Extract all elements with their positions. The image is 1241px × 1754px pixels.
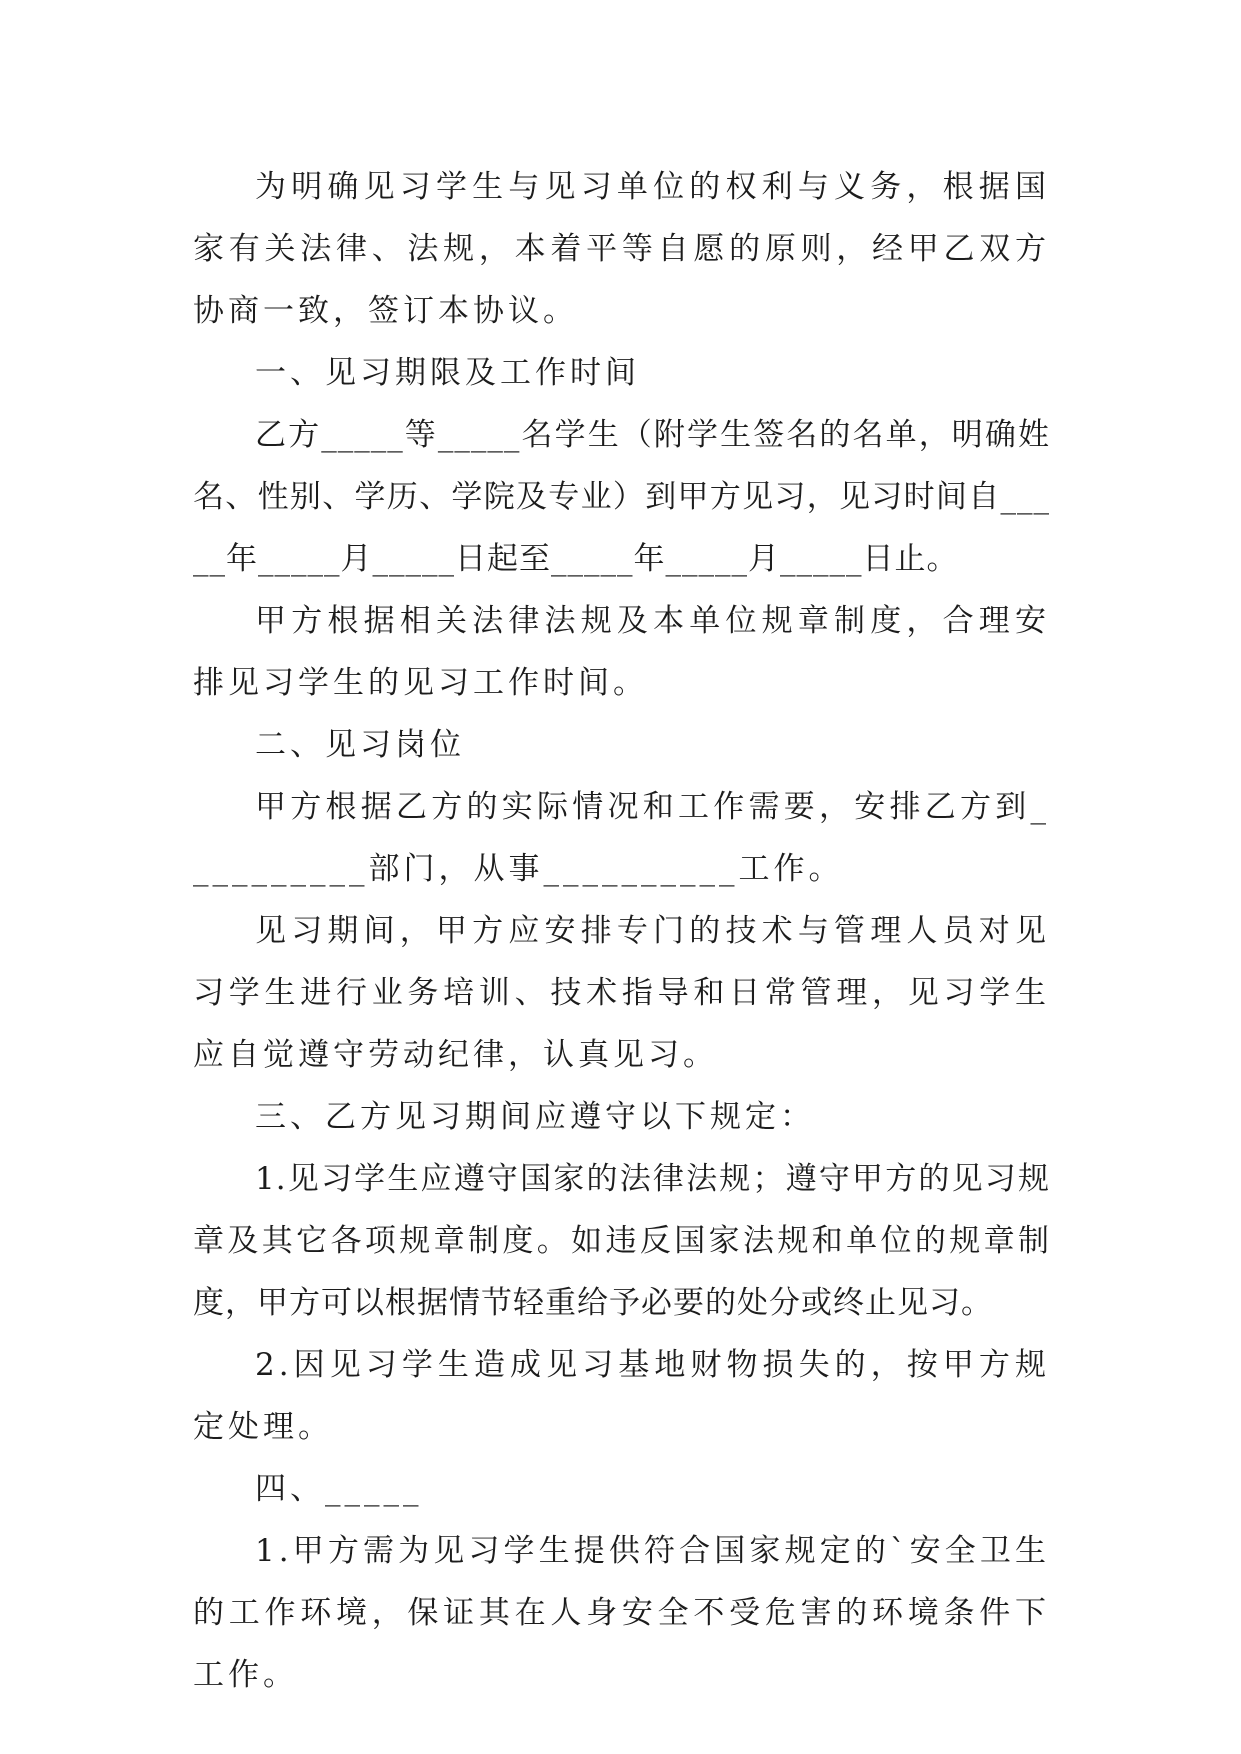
paragraph-term-period: 乙方_____等_____名学生（附学生签名的名单，明确姓名、性别、学历、学院及专业）到甲方见习，见习时间自_____年_____月_____日起至_____年_____月_____日止。 [193, 417, 1050, 577]
paragraph-position-assignment: 甲方根据乙方的实际情况和工作需要，安排乙方到__________部门，从事__________工作。 [193, 789, 1050, 887]
paragraph-training: 见习期间，甲方应安排专门的技术与管理人员对见习学生进行业务培训、技术指导和日常管理，见习学生应自觉遵守劳动纪律，认真见习。 [193, 913, 1050, 1073]
section-heading-position: 二、见习岗位 [255, 727, 465, 763]
paragraph-rule-1: 1.见习学生应遵守国家的法律法规；遵守甲方的见习规章及其它各项规章制度。如违反国家法规和单位的规章制度，甲方可以根据情节轻重给予必要的处分或终止见习。 [193, 1161, 1050, 1321]
paragraph-working-hours: 甲方根据相关法律法规及本单位规章制度，合理安排见习学生的见习工作时间。 [193, 603, 1050, 701]
section-heading-four: 四、_____ [255, 1471, 423, 1507]
document-body [193, 156, 1050, 1706]
paragraph-preamble: 为明确见习学生与见习单位的权利与义务，根据国家有关法律、法规，本着平等自愿的原则，经甲乙双方协商一致，签订本协议。 [193, 169, 1050, 329]
paragraph-rule-2: 2.因见习学生造成见习基地财物损失的，按甲方规定处理。 [193, 1347, 1050, 1445]
section-heading-rules: 三、乙方见习期间应遵守以下规定： [255, 1099, 815, 1135]
section-heading-term: 一、见习期限及工作时间 [255, 355, 640, 391]
paragraph-safety: 1.甲方需为见习学生提供符合国家规定的`安全卫生的工作环境，保证其在人身安全不受危害的环境条件下工作。 [193, 1533, 1050, 1693]
